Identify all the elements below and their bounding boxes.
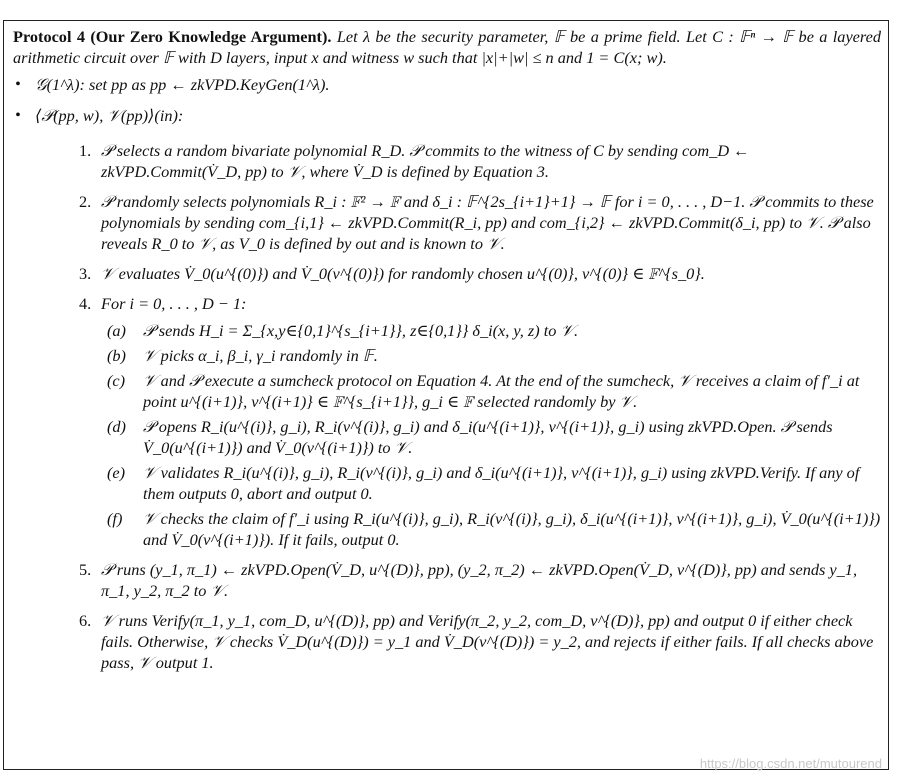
- substep-label: (a): [107, 321, 126, 340]
- substep-c: [107, 370, 881, 412]
- step-5: [79, 559, 881, 601]
- step-number: 5.: [79, 560, 92, 579]
- bullet-interaction-label: ⟨𝒫(pp, w), 𝒱(pp)⟩(in):: [35, 106, 184, 125]
- step-6: [79, 610, 881, 673]
- protocol-header: [13, 26, 881, 68]
- substep-text: 𝒫 opens R_i(u^{(i)}, g_i), R_i(v^{(i)}, g_i) and δ_i(u^{(i+1)}, v^{(i+1)}, g_i) using zkVPD.Open. 𝒫 sends V̇_0(u^{(i+1)}) and V̇_0(v^{(i+1)}) to 𝒱.: [143, 417, 833, 457]
- step-3: [79, 263, 881, 284]
- protocol-bullets: [13, 74, 881, 673]
- step-4: [79, 293, 881, 550]
- substep-label: (e): [107, 463, 126, 482]
- substep-text: 𝒱 validates R_i(u^{(i)}, g_i), R_i(v^{(i)}, g_i) and δ_i(u^{(i+1)}, v^{(i+1)}, g_i) using zkVPD.Verify. If any of them outputs 0, abort and output 0.: [143, 463, 860, 503]
- substep-text: 𝒱 picks α_i, β_i, γ_i randomly in 𝔽.: [143, 346, 378, 365]
- substep-text: 𝒱 checks the claim of f′_i using R_i(u^{(i)}, g_i), R_i(v^{(i)}, g_i), δ_i(u^{(i+1)}, v^{(i+1)}, g_i), V̇_0(u^{(i+1)}) and V̇_0(v^{(i+1)}). If it fails, output 0.: [143, 509, 881, 549]
- step-text: 𝒫 runs (y_1, π_1) ← zkVPD.Open(V̇_D, u^{(D)}, pp), (y_2, π_2) ← zkVPD.Open(V̇_D, v^{(D)}, pp) and sends y_1, π_1, y_2, π_2 to 𝒱.: [101, 560, 858, 600]
- substep-text: 𝒱 and 𝒫 execute a sumcheck protocol on Equation 4. At the end of the sumcheck, 𝒱 receives a claim of f′_i at point u^{(i+1)}, v^{(i+1)} ∈ 𝔽^{s_{i+1}}, g_i ∈ 𝔽 selected randomly by 𝒱.: [143, 371, 860, 411]
- step-text: For i = 0, . . . , D − 1:: [101, 294, 247, 313]
- step-text: 𝒫 selects a random bivariate polynomial R_D. 𝒫 commits to the witness of C by sending com_D ← zkVPD.Commit(V̇_D, pp) to 𝒱, where V̇_D is defined by Equation 3.: [101, 141, 750, 181]
- step-4-substeps: [101, 320, 881, 550]
- bullet-keygen: • 𝒢(1^λ): set pp as pp ← zkVPD.KeyGen(1^λ).: [13, 74, 881, 95]
- substep-label: (b): [107, 346, 126, 365]
- substep-text: 𝒫 sends H_i = Σ_{x,y∈{0,1}^{s_{i+1}}, z∈{0,1}} δ_i(x, y, z) to 𝒱.: [143, 321, 579, 340]
- substep-d: [107, 416, 881, 458]
- step-2: [79, 191, 881, 254]
- protocol-content: [13, 26, 881, 683]
- step-number: 6.: [79, 611, 92, 630]
- substep-label: (f): [107, 509, 123, 528]
- step-1: [79, 140, 881, 182]
- substep-label: (c): [107, 371, 126, 390]
- step-number: 4.: [79, 294, 92, 313]
- protocol-title: Protocol 4 (Our Zero Knowledge Argument).: [13, 27, 332, 46]
- step-number: 1.: [79, 141, 92, 160]
- step-text: 𝒱 runs Verify(π_1, y_1, com_D, u^{(D)}, pp) and Verify(π_2, y_2, com_D, v^{(D)}, pp) and output 0 if either check fails. Otherwise, 𝒱 checks V̇_D(u^{(D)}) = y_1 and V̇_D(v^{(D)}) = y_2, and rejects if either fails. If all checks above pass, 𝒱 output 1.: [101, 611, 874, 672]
- csdn-watermark: https://blog.csdn.net/mutourend: [699, 756, 882, 771]
- protocol-intro: Let λ be the security parameter, 𝔽 be a prime field. Let C : 𝔽ⁿ → 𝔽 be a layered arithmetic circuit over 𝔽 with D layers, input x and witness w such that |x|+|w| ≤ n and 1 = C(x; w).: [13, 27, 881, 67]
- substep-f: [107, 508, 881, 550]
- protocol-steps: [35, 140, 881, 673]
- substep-label: (d): [107, 417, 126, 436]
- step-number: 3.: [79, 264, 92, 283]
- bullet-interaction: [13, 105, 881, 673]
- step-text: 𝒫 randomly selects polynomials R_i : 𝔽² → 𝔽 and δ_i : 𝔽^{2s_{i+1}+1} → 𝔽 for i = 0, . . . , D−1. 𝒫 commits to these polynomials by sending com_{i,1} ← zkVPD.Commit(R_i, pp) and com_{i,2} ← zkVPD.Commit(δ_i, pp) to 𝒱. 𝒫 also reveals R_0 to 𝒱, as V_0 is defined by out and is known to 𝒱.: [101, 192, 874, 253]
- step-number: 2.: [79, 192, 92, 211]
- substep-b: [107, 345, 881, 366]
- substep-e: [107, 462, 881, 504]
- step-text: 𝒱 evaluates V̇_0(u^{(0)}) and V̇_0(v^{(0)}) for randomly chosen u^{(0)}, v^{(0)} ∈ 𝔽^{s_0}.: [101, 264, 705, 283]
- substep-a: [107, 320, 881, 341]
